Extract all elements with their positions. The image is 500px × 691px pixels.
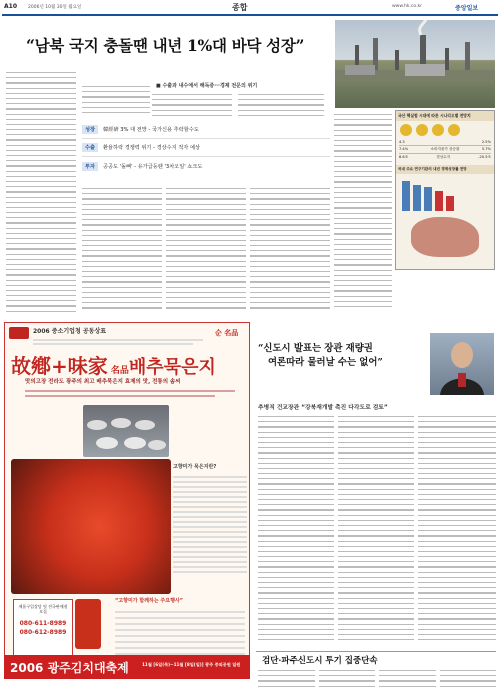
header-rule: [2, 14, 498, 16]
article-col-8: [262, 84, 332, 116]
point-text: 공공도 '돌뼈' - 유가급등땐 '3차오일' 쇼크도: [103, 163, 203, 170]
point-row: [82, 157, 330, 175]
feature-headline-line-1: “신도시 발표는 장관 재량권: [258, 343, 373, 354]
chart-icons: [396, 121, 494, 139]
ad-desc: 맛의고장 전라도 광주의 최고 배추묵은지 효제의 맛, 전통의 솜씨: [25, 379, 181, 385]
industrial-photo: [335, 20, 495, 108]
phone-2[interactable]: 080-612-8989: [19, 629, 67, 636]
col1-subhead: [6, 60, 76, 70]
event-title: “고향미가 함께하는 주요행사”: [115, 598, 184, 604]
person-silhouette: [430, 333, 494, 395]
article-col-9: [334, 112, 392, 317]
article-col-6: [166, 186, 246, 316]
ad-logo: [9, 327, 29, 339]
point-row: [82, 139, 330, 157]
banner-title: 2006 광주김치대축제: [10, 661, 129, 675]
feature-col-1: [258, 414, 334, 649]
page-header: [0, 0, 500, 14]
order-box: [13, 599, 73, 659]
bowls-illustration: [83, 405, 169, 457]
feature-byline: 추병직 건교장관 “강북재개발 촉진 다각도로 검토”: [258, 405, 388, 411]
radiation-icon: [400, 124, 412, 136]
lead-box-label: ■ 수출과 내수에서 해독증···경제 전문의 위기: [156, 83, 258, 89]
ad-desc-lines: [25, 387, 235, 397]
key-points: [82, 121, 330, 181]
point-tag: 성장: [82, 125, 98, 134]
festival-banner: [4, 655, 250, 679]
ad-top-title: 2006 중소기업청 공동상표: [33, 328, 107, 335]
table-row: 4.3 2.5%: [399, 140, 491, 144]
point-tag: 투자: [82, 162, 98, 171]
radiation-icon: [416, 124, 428, 136]
main-headline: “남북 국지 충돌땐 내년 1%대 바닥 성장”: [26, 36, 305, 55]
bar-chart: [396, 174, 494, 214]
ad-body-lines: [173, 473, 247, 573]
feature-headline: [258, 342, 428, 370]
ad-question: 고향미가 묵은지란?: [173, 464, 217, 470]
bottom-rule: [256, 651, 496, 652]
map-illustration: [411, 217, 479, 257]
newspaper-logo: 중앙일보: [455, 5, 479, 12]
kimchi-advertisement: [4, 322, 250, 677]
chart-subtitle: 국내 주요 연구기관의 내년 경제성장률 전망: [396, 165, 494, 174]
feature-headline-line-2: 여론따라 물러날 수는 없어”: [268, 357, 383, 368]
phone-1[interactable]: 080-611-8989: [19, 620, 67, 627]
ad-brand-mark: 순 名品: [215, 329, 239, 337]
chart-title: 국산 핵실험 시대에 따른 시나리오별 전망치: [396, 111, 494, 121]
article-col-1: [6, 60, 76, 315]
ad-big-title: 故鄕+味家 名品배추묵은지: [11, 354, 216, 378]
feature-col-2: [338, 414, 414, 649]
forecast-chart-box: [395, 110, 495, 270]
website-link[interactable]: www.hk.co.kr: [392, 4, 422, 9]
table-row: 7.4% 소비자물가 상승률 5.7%: [399, 146, 491, 154]
bar: [424, 187, 432, 211]
article-col-5: [82, 186, 162, 316]
ad-intro-text: [33, 337, 213, 347]
event-lines: [115, 607, 245, 655]
bottom-headline: 검단·파주신도시 투기 집중단속: [262, 656, 378, 666]
point-row: [82, 121, 330, 139]
issue-date: 2006년 10월 30일 월요일: [28, 5, 82, 10]
article-col-2: [82, 84, 150, 116]
order-label: 제품구입상담 및 전국판매점 모집: [18, 604, 68, 614]
bar: [413, 185, 421, 211]
banner-sub: 11월 [6일(목)~11월 [8일(일)] 광주 중외공원 일원: [142, 662, 241, 667]
table-row: 8.6조 경상수지 -20.5조: [399, 155, 491, 159]
bar: [402, 181, 410, 211]
chart-table: [396, 139, 494, 161]
page-number: A10: [4, 3, 17, 10]
article-col-3: [152, 92, 232, 118]
bar: [435, 191, 443, 211]
bar: [446, 196, 454, 211]
article-col-7: [250, 186, 330, 316]
bottom-article: [258, 668, 496, 688]
kimchi-photo: [11, 459, 171, 594]
product-photo: [75, 599, 101, 649]
factory-illustration: [335, 20, 495, 108]
section-title: 종합: [232, 3, 248, 12]
radiation-icon: [448, 124, 460, 136]
feature-col-3: [418, 414, 496, 649]
kimchi-bowls-photo: [83, 405, 169, 457]
point-tag: 수출: [82, 143, 98, 152]
point-text: 환율하락 경쟁력 위기 - 경상수지 적자 예상: [103, 145, 200, 151]
point-text: 韓經硏 3% 대 전망 - 국가신용 추락할수도: [103, 127, 199, 133]
minister-photo: [430, 333, 494, 395]
radiation-icon: [432, 124, 444, 136]
